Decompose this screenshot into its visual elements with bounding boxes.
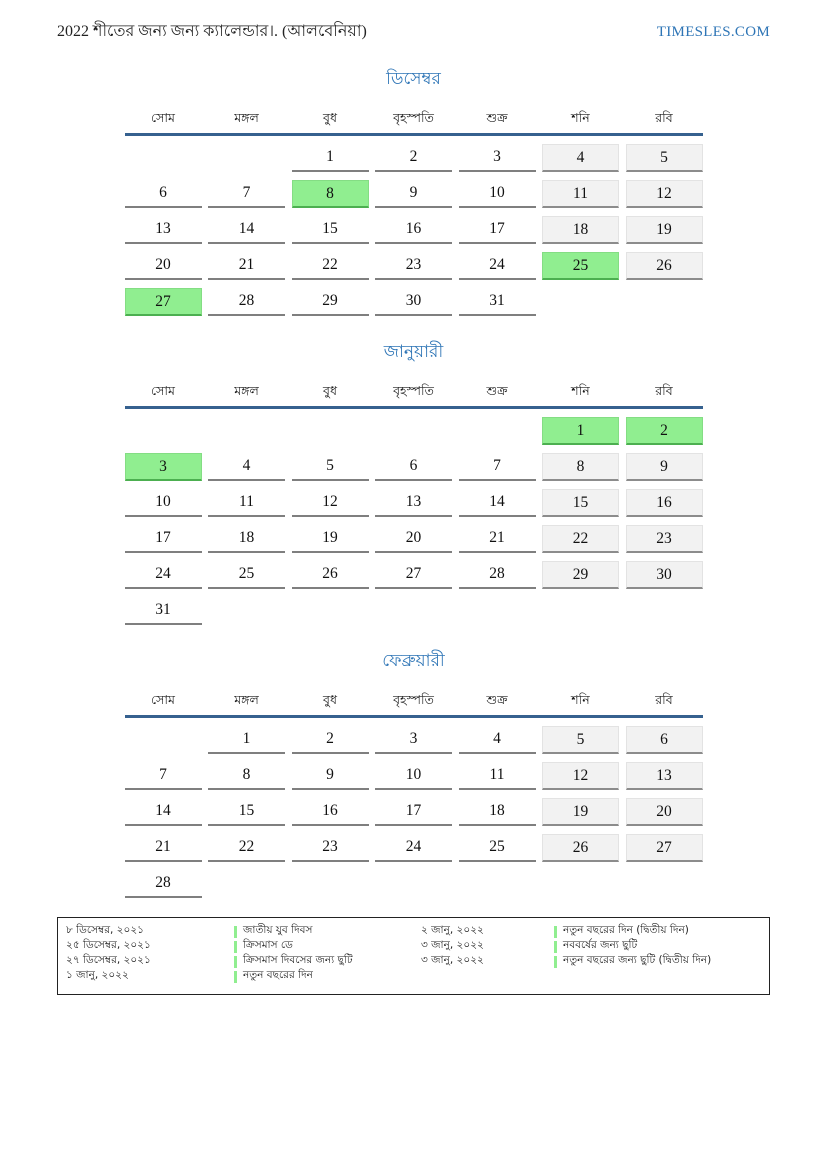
calendar-day: 7 [125,762,202,790]
calendar-day: 7 [459,453,536,481]
week-row [125,453,703,481]
calendar-day: 21 [208,252,285,280]
calendar-day-empty [375,870,452,898]
legend-date: ২৭ ডিসেম্বর, ২০২১ [66,954,151,966]
calendar-day-holiday: 25 [542,252,619,280]
calendar-day: 15 [208,798,285,826]
week-row [125,489,703,517]
calendar-day: 4 [459,726,536,754]
calendar-day: 1 [208,726,285,754]
calendar-day: 5 [292,453,369,481]
calendar-day-empty [542,597,619,625]
calendar-day: 10 [375,762,452,790]
calendar-day-weekend: 12 [542,762,619,790]
header [0,0,827,45]
header-rule [125,406,703,409]
calendar-day-empty [375,417,452,445]
calendar-day-empty [459,870,536,898]
legend-box [57,917,770,995]
calendar-day-holiday: 27 [125,288,202,316]
week-row [125,762,703,790]
legend-event [554,924,761,939]
calendar-day-weekend: 26 [626,252,703,280]
calendar-day-weekend: 19 [542,798,619,826]
calendar-day-weekend: 5 [626,144,703,172]
legend-event [234,939,421,954]
weekday-header: রবি [655,110,673,125]
header-rule [125,133,703,136]
calendar-day-holiday: 3 [125,453,202,481]
calendar-day-empty [125,144,202,172]
weekday-header: শুক্র [486,692,508,707]
calendar-day: 20 [375,525,452,553]
calendar-day: 25 [459,834,536,862]
header-rule [125,715,703,718]
calendar-day: 10 [125,489,202,517]
calendar-day-weekend: 22 [542,525,619,553]
calendar-day: 30 [375,288,452,316]
calendar-day: 19 [292,525,369,553]
legend-date: ৩ জানু, ২০২২ [421,954,484,966]
calendar-day-empty [542,870,619,898]
calendar-day-empty [208,597,285,625]
calendar-day-empty [125,417,202,445]
calendar-day: 20 [125,252,202,280]
calendar-day: 6 [375,453,452,481]
legend-date: ৮ ডিসেম্বর, ২০২১ [66,924,144,936]
calendar-day: 14 [208,216,285,244]
calendar-day-holiday: 1 [542,417,619,445]
legend-marker-icon [234,956,237,968]
calendar-day-holiday: 8 [292,180,369,208]
weekday-header: বুধ [323,692,337,707]
calendar-day: 16 [292,798,369,826]
legend-event [234,924,421,939]
calendar-day: 24 [375,834,452,862]
calendar-day: 11 [208,489,285,517]
site-link[interactable]: TIMESLES.COM [656,24,770,40]
legend-date: ২ জানু, ২০২২ [421,924,484,936]
legend-marker-icon [234,941,237,953]
week-row [125,216,703,244]
weekday-header: শুক্র [486,383,508,398]
calendar-day: 22 [292,252,369,280]
calendar-day: 13 [125,216,202,244]
weekday-header: মঙ্গল [234,692,259,707]
legend-event-label: নতুন বছরের জন্য ছুটি (দ্বিতীয় দিন) [563,954,712,966]
weekday-header: শনি [571,110,590,125]
calendar-day-weekend: 26 [542,834,619,862]
calendar-day: 31 [459,288,536,316]
calendar-day-empty [626,288,703,316]
page-title: 2022 শীতের জন্য জন্য ক্যালেন্ডার।. (আলবেনিয়া) [57,23,367,40]
week-row [125,597,703,625]
calendar-day: 28 [459,561,536,589]
calendar-day-weekend: 20 [626,798,703,826]
legend-event-label: নববর্ষের জন্য ছুটি [563,939,638,951]
calendar-day: 4 [208,453,285,481]
calendar-day-weekend: 12 [626,180,703,208]
weekday-header: বৃহস্পতি [393,692,434,707]
calendar-day: 29 [292,288,369,316]
week-row [125,870,703,898]
calendar-day: 18 [459,798,536,826]
legend-date: ২৫ ডিসেম্বর, ২০২১ [66,939,151,951]
weekday-header: সোম [151,692,175,707]
legend-event [554,954,761,969]
calendar-day-weekend: 5 [542,726,619,754]
weekday-header: বুধ [323,110,337,125]
calendar-day: 17 [125,525,202,553]
legend-marker-icon [234,971,237,983]
weekday-header: রবি [655,692,673,707]
calendar-day-weekend: 9 [626,453,703,481]
calendar-day-weekend: 29 [542,561,619,589]
calendar-day: 14 [125,798,202,826]
calendar-day: 15 [292,216,369,244]
calendar-day-empty [208,870,285,898]
legend-marker-icon [554,941,557,953]
week-row [125,417,703,445]
weekday-header: সোম [151,383,175,398]
calendar-day: 14 [459,489,536,517]
calendar-day: 6 [125,180,202,208]
calendar-day: 2 [375,144,452,172]
calendar-day-weekend: 13 [626,762,703,790]
legend-event [234,954,421,969]
legend-date: ১ জানু, ২০২২ [66,969,129,981]
calendar-day-weekend: 18 [542,216,619,244]
calendar-day-empty [292,597,369,625]
weekday-header: মঙ্গল [234,383,259,398]
calendar-day-empty [626,597,703,625]
calendar-day-weekend: 4 [542,144,619,172]
calendar-day: 16 [375,216,452,244]
calendar-day-weekend: 27 [626,834,703,862]
calendar-day: 26 [292,561,369,589]
calendar-day-weekend: 16 [626,489,703,517]
legend-event-label: ক্রিসমাস দিবসের জন্য ছুটি [243,954,353,966]
week-row [125,525,703,553]
legend-marker-icon [234,926,237,938]
legend-event-label: নতুন বছরের দিন [243,969,313,981]
week-row [125,288,703,316]
calendar-day: 23 [292,834,369,862]
calendar-day-weekend: 19 [626,216,703,244]
calendar-day: 11 [459,762,536,790]
weekday-header: সোম [151,110,175,125]
legend-marker-icon [554,926,557,938]
calendar-day: 25 [208,561,285,589]
calendar-day: 17 [375,798,452,826]
calendar-day: 12 [292,489,369,517]
legend-event [234,969,421,984]
weekday-header: মঙ্গল [234,110,259,125]
calendar-day-weekend: 15 [542,489,619,517]
calendar-day-weekend: 8 [542,453,619,481]
legend-event-label: জাতীয় যুব দিবস [243,924,313,936]
calendar-day-weekend: 23 [626,525,703,553]
week-row [125,180,703,208]
legend-marker-icon [554,956,557,968]
calendar-day-empty [542,288,619,316]
calendar-day: 13 [375,489,452,517]
calendar-day: 18 [208,525,285,553]
calendar-day: 17 [459,216,536,244]
week-row [125,144,703,172]
weekday-header: শুক্র [486,110,508,125]
month-title: ফেব্রুয়ারী [382,651,445,671]
calendar-day-empty [292,417,369,445]
calendar-day: 10 [459,180,536,208]
calendar-day-empty [208,417,285,445]
weekday-header: বৃহস্পতি [393,383,434,398]
legend-event [554,939,761,954]
calendar-day-empty [459,597,536,625]
calendar-day-weekend: 11 [542,180,619,208]
calendar-day-empty [375,597,452,625]
calendar-day: 28 [125,870,202,898]
month-0 [125,69,703,316]
calendar-day: 3 [375,726,452,754]
legend-date: ৩ জানু, ২০২২ [421,939,484,951]
calendar-day-empty [125,726,202,754]
calendar-day: 31 [125,597,202,625]
calendar-day: 7 [208,180,285,208]
calendar-day: 3 [459,144,536,172]
weekday-header: শনি [571,383,590,398]
calendar-day: 1 [292,144,369,172]
calendar-day: 21 [459,525,536,553]
calendar-day-empty [459,417,536,445]
weekday-header-row [125,692,703,708]
calendar-months [125,69,703,898]
weekday-header: শনি [571,692,590,707]
calendar-day-weekend: 6 [626,726,703,754]
month-title: জানুয়ারী [383,342,444,362]
calendar-day: 2 [292,726,369,754]
month-title: ডিসেম্বর [386,69,441,89]
calendar-day: 9 [292,762,369,790]
week-row [125,561,703,589]
weekday-header-row [125,383,703,399]
legend-event-label: নতুন বছরের দিন (দ্বিতীয় দিন) [563,924,689,936]
weekday-header: বৃহস্পতি [393,110,434,125]
week-row [125,798,703,826]
weekday-header: রবি [655,383,673,398]
calendar-day-empty [292,870,369,898]
legend-event-label: ক্রিসমাস ডে [243,939,293,951]
week-row [125,252,703,280]
calendar-day: 23 [375,252,452,280]
calendar-day-empty [626,870,703,898]
calendar-day-empty [208,144,285,172]
month-2 [125,651,703,898]
weekday-header-row [125,110,703,126]
calendar-day: 21 [125,834,202,862]
calendar-day: 24 [459,252,536,280]
calendar-day: 8 [208,762,285,790]
calendar-day-holiday: 2 [626,417,703,445]
calendar-day: 22 [208,834,285,862]
calendar-day: 28 [208,288,285,316]
calendar-day: 24 [125,561,202,589]
week-row [125,834,703,862]
calendar-day: 9 [375,180,452,208]
calendar-day-weekend: 30 [626,561,703,589]
week-row [125,726,703,754]
calendar-day: 27 [375,561,452,589]
weekday-header: বুধ [323,383,337,398]
month-1 [125,342,703,625]
